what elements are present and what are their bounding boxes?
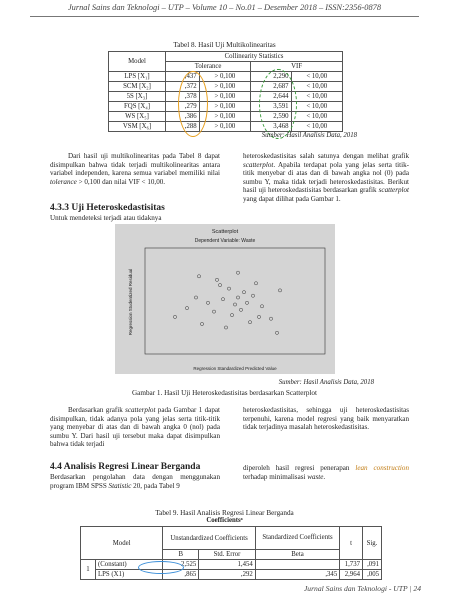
table9-subcaption: Coefficientsᵃ bbox=[206, 517, 243, 524]
table8-vif-cell: 2,590 bbox=[251, 112, 291, 122]
vif-highlight-ellipse bbox=[259, 69, 297, 139]
table8-tolerance-cell: ,437 bbox=[166, 72, 200, 82]
table9-sub-b: B bbox=[163, 550, 199, 560]
scatter-dependent-label: Dependent Variable: Waste bbox=[194, 238, 256, 244]
table9-b-highlight-ellipse bbox=[138, 561, 184, 574]
running-head: Jurnal Sains dan Teknologi – UTP – Volume 10 – No.01 – Desember 2018 – ISSN:2356-0878 bbox=[67, 3, 382, 12]
table9 bbox=[80, 526, 382, 580]
table8-model-cell: VSM [X₆] bbox=[109, 122, 166, 132]
paragraph-heteroskedasticity-intro: Untuk mendeteksi terjadi atau tidaknya bbox=[50, 214, 162, 222]
table9-cell: 2,525 bbox=[163, 560, 199, 570]
paragraph-text: Berdasarkan pengolahan data dengan menggunakan program IBM SPSS bbox=[50, 473, 220, 490]
table9-col-model: Model bbox=[81, 527, 163, 560]
table8-model-cell: SCM [X₂] bbox=[109, 82, 166, 92]
table8-tolerance-cell: ,386 bbox=[166, 112, 200, 122]
header-rule bbox=[30, 16, 419, 17]
table8-vif-cell: 2,290 bbox=[251, 72, 291, 82]
table8-model-cell: 5S [X₃] bbox=[109, 92, 166, 102]
table8-vif-cell: 2,687 bbox=[251, 82, 291, 92]
scatter-x-label: Regression Standardized Predicted Value bbox=[193, 366, 277, 371]
table9-cell: ,865 bbox=[163, 570, 199, 580]
paragraph-orange-term: lean construction bbox=[355, 464, 409, 472]
table9-caption: Tabel 9. Hasil Analisis Regresi Linear Berganda bbox=[155, 509, 294, 517]
table9-cell: 2,964 bbox=[340, 570, 363, 580]
section-heading-4-3-3: 4.3.3 Uji Heteroskedastisitas bbox=[50, 203, 165, 213]
table8-col-vif: VIF bbox=[251, 62, 343, 72]
paragraph-emphasis: Statistic bbox=[108, 481, 132, 490]
table8-row bbox=[109, 72, 343, 82]
table8-tolerance-threshold-cell: > 0,100 bbox=[199, 102, 250, 112]
table9-col-t: t bbox=[340, 527, 363, 560]
paragraph-emphasis: scatterplot bbox=[125, 406, 156, 414]
scatter-title: Scatterplot bbox=[211, 229, 239, 235]
table8-tolerance-threshold-cell: > 0,100 bbox=[199, 92, 250, 102]
table8-vif-threshold-cell: < 10,00 bbox=[291, 72, 342, 82]
paragraph-regression-intro bbox=[50, 473, 220, 490]
paragraph-scatterplot-conclusion bbox=[50, 406, 220, 449]
paragraph-emphasis: tolerance bbox=[50, 177, 77, 186]
scatterplot-svg bbox=[115, 224, 335, 374]
scatter-y-label: Regression Studentized Residual bbox=[128, 268, 133, 336]
paragraph-text: > 0,100 dan nilai VIF < 10,00. bbox=[76, 177, 166, 186]
scatter-plot-area bbox=[145, 248, 325, 354]
paragraph-text: 20, pada Tabel 9 bbox=[131, 481, 180, 490]
paragraph-text: terhadap minimalisasi bbox=[243, 472, 308, 481]
paragraph-text: diperoleh hasil regresi penerapan bbox=[243, 464, 356, 472]
table9-col-std: Standardized Coefficients bbox=[255, 527, 339, 550]
table9-model-num: 1 bbox=[81, 560, 96, 580]
table8-vif-threshold-cell: < 10,00 bbox=[291, 112, 342, 122]
table8-vif-cell: 2,644 bbox=[251, 92, 291, 102]
table8-model-cell: LPS [X₁] bbox=[109, 72, 166, 82]
figure1-source: Sumber: Hasil Analisis Data, 2018 bbox=[278, 379, 374, 386]
paragraph-emphasis: scatterplot bbox=[243, 160, 274, 169]
table8-tolerance-threshold-cell: > 0,100 bbox=[199, 112, 250, 122]
table8 bbox=[108, 51, 343, 132]
table8-col-model: Model bbox=[109, 52, 166, 72]
table8-row bbox=[109, 82, 343, 92]
section-heading-4-4: 4.4 Analisis Regresi Linear Berganda bbox=[50, 462, 201, 472]
page-footer: Jurnal Sains dan Teknologi - UTP | 24 bbox=[303, 584, 421, 593]
table8-group-header: Collinearity Statistics bbox=[166, 52, 343, 62]
table8-tolerance-threshold-cell: > 0,100 bbox=[199, 82, 250, 92]
paragraph-emphasis: waste bbox=[307, 472, 324, 481]
table8-tolerance-threshold-cell: > 0,100 bbox=[199, 72, 250, 82]
table9-cell: 1,737 bbox=[340, 560, 363, 570]
paragraph-emphasis: scatterplot bbox=[378, 186, 409, 195]
table9-col-sig: Sig. bbox=[363, 527, 382, 560]
table9-cell bbox=[255, 560, 339, 570]
paragraph-multicollinearity bbox=[50, 152, 220, 186]
table9-cell: 1,454 bbox=[199, 560, 255, 570]
table9-row-name: (Constant) bbox=[96, 560, 163, 570]
table8-vif-threshold-cell: < 10,00 bbox=[291, 92, 342, 102]
paragraph-regression-result bbox=[243, 464, 409, 481]
table8-vif-threshold-cell: < 10,00 bbox=[291, 122, 342, 132]
tolerance-highlight-ellipse bbox=[178, 71, 208, 137]
table8-tolerance-cell: ,288 bbox=[166, 122, 200, 132]
table9-sub-se: Std. Error bbox=[199, 550, 255, 560]
table9-col-unstd: Unstandardized Coefficients bbox=[163, 527, 255, 550]
table8-vif-cell: 3,591 bbox=[251, 102, 291, 112]
paragraph-text: heteroskedastisitas salah satunya dengan melihat grafik bbox=[243, 152, 409, 160]
table8-tolerance-cell: ,279 bbox=[166, 102, 200, 112]
paragraph-text: yang dapat dilihat pada Gambar 1. bbox=[243, 194, 341, 203]
table8-caption: Tabel 8. Hasil Uji Multikolinearitas bbox=[173, 41, 276, 49]
paragraph-text: . Apabila terdapat pola yang jelas serta titik-titik menyebar di atas dan di bawah angka nol (0) pada sumbu Y, maka tidak terjadi heteroskedastisitas. Berikut hasil uji heteroskedastisitas berdasarkan grafik bbox=[243, 160, 409, 195]
table8-vif-threshold-cell: < 10,00 bbox=[291, 102, 342, 112]
table8-tolerance-cell: ,372 bbox=[166, 82, 200, 92]
table9-cell: ,005 bbox=[363, 570, 382, 580]
table8-row bbox=[109, 92, 343, 102]
table8-source: Sumber: Hasil Analisis Data, 2018 bbox=[261, 132, 357, 139]
paragraph-text: . bbox=[323, 472, 326, 481]
paragraph-text: Berdasarkan grafik bbox=[68, 406, 126, 414]
table9-sub-beta: Beta bbox=[255, 550, 339, 560]
scatterplot-figure bbox=[115, 224, 335, 374]
figure1-caption: Gambar 1. Hasil Uji Heteroskedastisitas berdasarkan Scatterplot bbox=[131, 389, 318, 397]
table9-row-name: LPS (X1) bbox=[96, 570, 163, 580]
paragraph-text: pada Gambar 1 dapat disimpulkan, tidak adanya pola yang jelas serta titik-titik yang menyebar di atas dan di bawah angka 0 (nol) pada sumbu Y. Dari hasil uji tersebut maka dapat disimpulkan bahwa tidak terjadi bbox=[50, 406, 220, 449]
table8-row bbox=[109, 122, 343, 132]
paragraph-scatterplot-explanation bbox=[243, 152, 409, 204]
table8-row bbox=[109, 102, 343, 112]
table8-vif-threshold-cell: < 10,00 bbox=[291, 82, 342, 92]
paragraph-heteroskedasticity-conclusion: heteroskedastisitas, sehingga uji heteroskedastisitas terpenuhi, karena model regresi yang baik menyaratkan tidak terjadinya masalah heteroskedastisitas. bbox=[243, 406, 409, 432]
table8-model-cell: FQS [X₄] bbox=[109, 102, 166, 112]
table8-vif-cell: 3,468 bbox=[251, 122, 291, 132]
table8-tolerance-cell: ,378 bbox=[166, 92, 200, 102]
table8-model-cell: WS [X₅] bbox=[109, 112, 166, 122]
table8-tolerance-threshold-cell: > 0,100 bbox=[199, 122, 250, 132]
table9-cell: ,345 bbox=[255, 570, 339, 580]
paragraph-text: Dari hasil uji multikolinearitas pada Tabel 8 dapat disimpulkan bahwa tidak terjadi multikolinearitas antara variabel independen, karena semua variabel memiliki nilai bbox=[50, 152, 220, 178]
table9-cell: ,091 bbox=[363, 560, 382, 570]
table8-row bbox=[109, 112, 343, 122]
table8-col-tolerance: Tolerance bbox=[166, 62, 251, 72]
table9-cell: ,292 bbox=[199, 570, 255, 580]
